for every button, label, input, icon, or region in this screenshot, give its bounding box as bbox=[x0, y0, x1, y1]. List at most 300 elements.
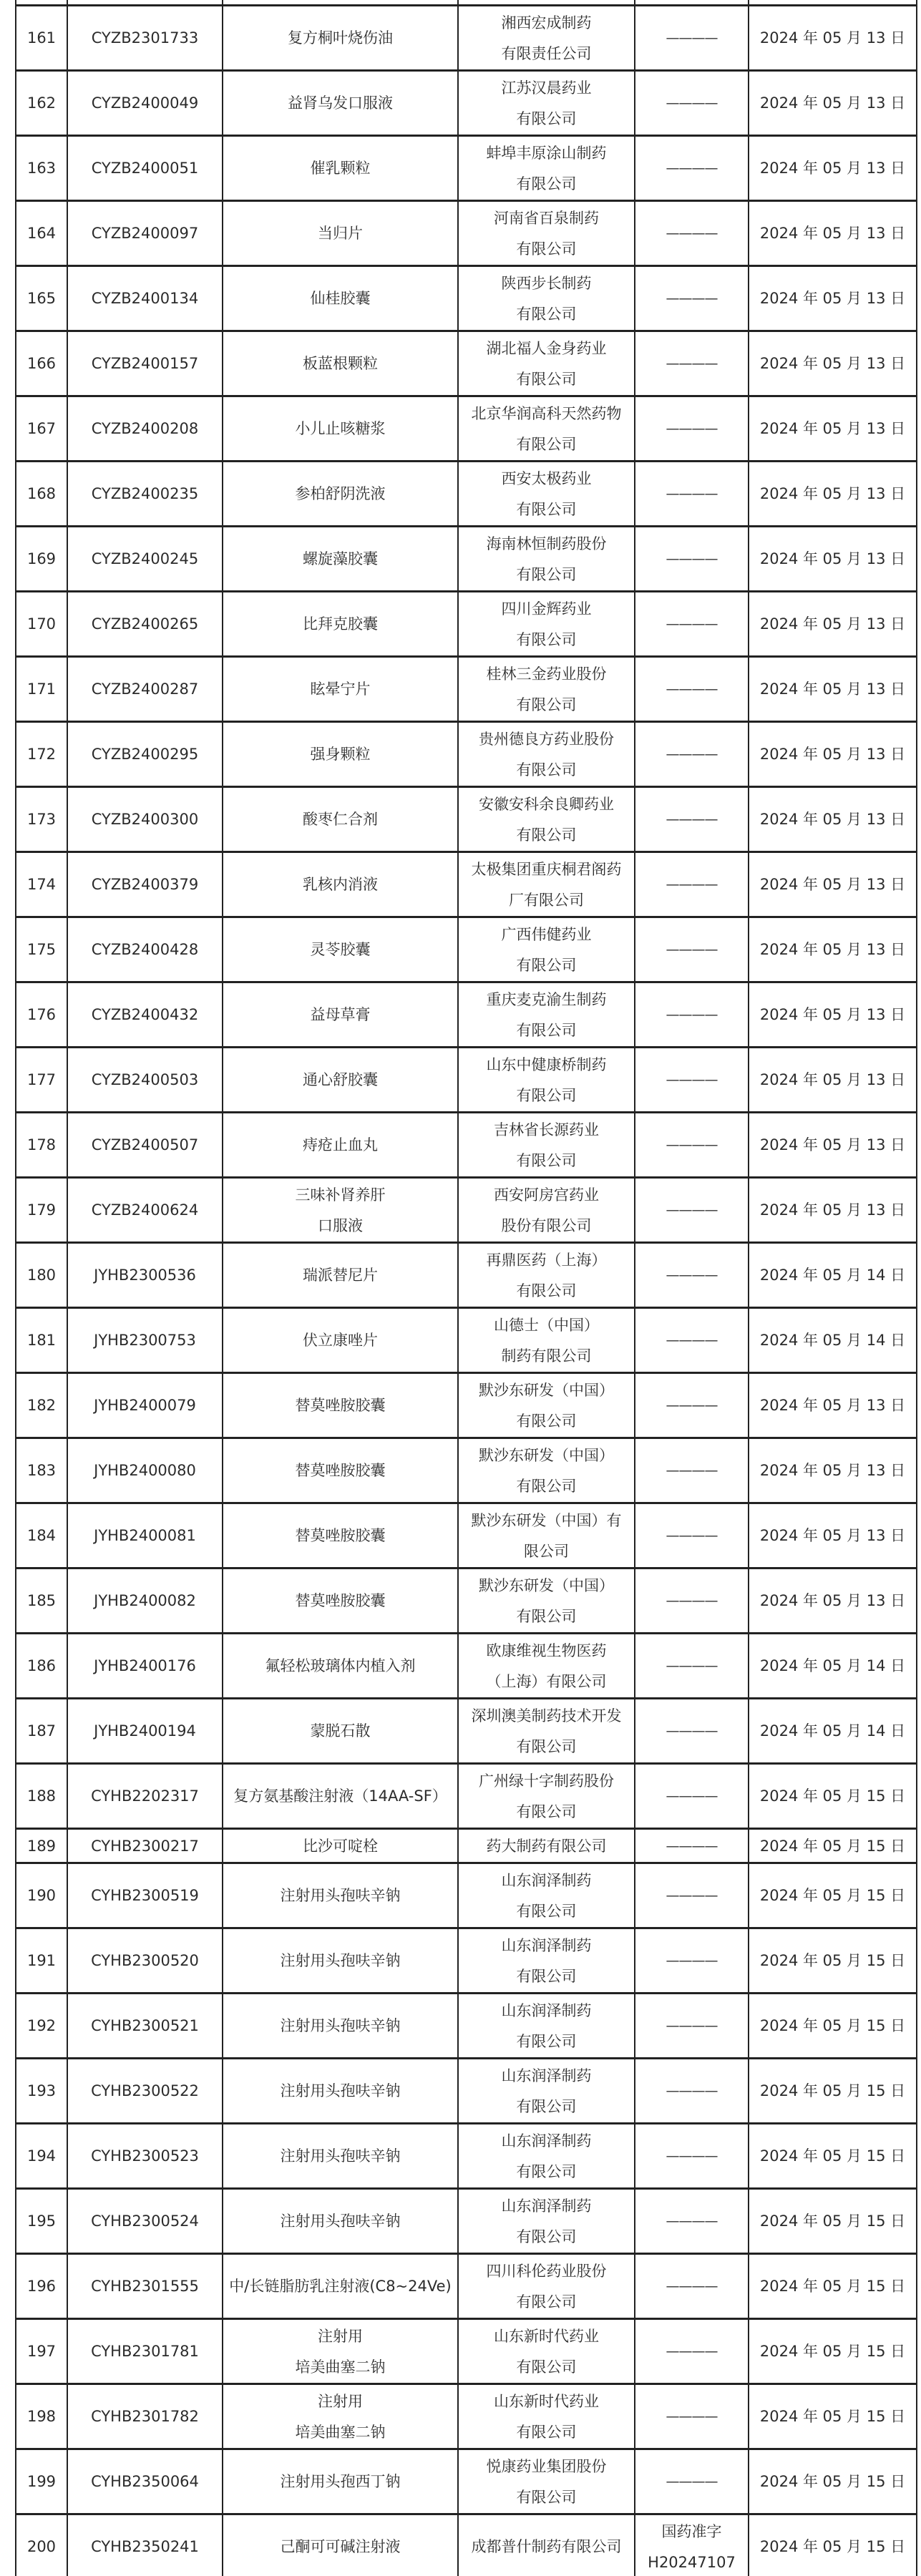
cell-drug-name bbox=[223, 71, 458, 136]
text-line: 2024 年 05 月 13 日 bbox=[759, 876, 906, 893]
cell-date bbox=[749, 852, 917, 917]
cell-drug-name bbox=[223, 462, 458, 527]
dash-placeholder: ———— bbox=[666, 1267, 718, 1283]
previous-row-remnant bbox=[16, 0, 917, 6]
cell-date bbox=[749, 2124, 917, 2189]
text-line: CYZB2400503 bbox=[91, 1071, 199, 1088]
cell-company-name bbox=[458, 1863, 635, 1928]
table-row bbox=[16, 1568, 917, 1634]
text-line: 深圳澳美制药技术开发 bbox=[471, 1707, 622, 1724]
text-line: 有限公司 bbox=[516, 1967, 577, 1985]
text-line: （上海）有限公司 bbox=[486, 1672, 607, 1690]
cell-drug-name bbox=[223, 722, 458, 787]
text-line: 默沙东研发（中国） bbox=[479, 1381, 614, 1399]
text-line: 167 bbox=[26, 420, 57, 437]
cell-date bbox=[749, 1178, 917, 1243]
table-row bbox=[16, 1764, 917, 1829]
text-line: 180 bbox=[26, 1267, 57, 1284]
text-line: 有限公司 bbox=[516, 565, 577, 583]
text-line: 2024 年 05 月 15 日 bbox=[759, 2278, 906, 2295]
text-line: 悦康药业集团股份 bbox=[486, 2457, 607, 2475]
cell-company-name bbox=[458, 852, 635, 917]
cell-empty bbox=[749, 0, 917, 6]
text-line: CYZB2400287 bbox=[91, 680, 199, 698]
text-line: 有限公司 bbox=[516, 2032, 577, 2050]
cell-approval-number bbox=[635, 1829, 749, 1863]
dash-placeholder: ———— bbox=[666, 291, 718, 306]
text-line: 中/长链脂肪乳注射液(C8~24Ve) bbox=[229, 2278, 452, 2295]
text-line: 2024 年 05 月 13 日 bbox=[759, 1462, 906, 1479]
text-line: 益母草膏 bbox=[310, 1006, 371, 1023]
text-line: 当归片 bbox=[318, 225, 363, 242]
cell-row-number bbox=[16, 982, 67, 1048]
cell-drug-name bbox=[223, 1048, 458, 1113]
cell-row-number bbox=[16, 1634, 67, 1699]
text-line: 比拜克胶囊 bbox=[303, 615, 378, 633]
table-row bbox=[16, 592, 917, 657]
cell-acceptance-number bbox=[67, 2254, 223, 2319]
text-line: 限公司 bbox=[524, 1542, 569, 1560]
dash-placeholder: ———— bbox=[666, 1202, 718, 1218]
cell-drug-name bbox=[223, 331, 458, 396]
text-line: CYZB2301733 bbox=[91, 29, 199, 47]
text-line: 培美曲塞二钠 bbox=[295, 2423, 386, 2441]
table-row bbox=[16, 657, 917, 722]
text-line: 有限公司 bbox=[516, 2423, 577, 2441]
text-line: 替莫唑胺胶囊 bbox=[295, 1592, 386, 1609]
cell-drug-name bbox=[223, 6, 458, 71]
cell-approval-number bbox=[635, 2124, 749, 2189]
cell-date bbox=[749, 1863, 917, 1928]
cell-company-name bbox=[458, 136, 635, 201]
text-line: 2024 年 05 月 13 日 bbox=[759, 941, 906, 958]
cell-row-number bbox=[16, 71, 67, 136]
text-line: H20247107 bbox=[648, 2553, 736, 2571]
text-line: 螺旋藻胶囊 bbox=[303, 550, 378, 567]
cell-drug-name bbox=[223, 1994, 458, 2059]
text-line: 己酮可可碱注射液 bbox=[280, 2538, 401, 2555]
cell-approval-number bbox=[635, 2254, 749, 2319]
text-line: 替莫唑胺胶囊 bbox=[295, 1527, 386, 1544]
cell-acceptance-number bbox=[67, 1829, 223, 1863]
text-line: 2024 年 05 月 13 日 bbox=[759, 290, 906, 307]
text-line: CYZB2400624 bbox=[91, 1201, 199, 1219]
cell-drug-name bbox=[223, 1503, 458, 1568]
cell-company-name bbox=[458, 266, 635, 331]
cell-company-name bbox=[458, 1178, 635, 1243]
text-line: CYZB2400097 bbox=[91, 225, 199, 242]
cell-acceptance-number bbox=[67, 982, 223, 1048]
table-row bbox=[16, 462, 917, 527]
text-line: 174 bbox=[26, 876, 57, 893]
dash-placeholder: ———— bbox=[666, 1888, 718, 1903]
cell-date bbox=[749, 1113, 917, 1178]
text-line: 179 bbox=[26, 1201, 57, 1219]
cell-company-name bbox=[458, 657, 635, 722]
cell-date bbox=[749, 331, 917, 396]
text-line: 复方桐叶烧伤油 bbox=[288, 29, 393, 47]
table-row bbox=[16, 1308, 917, 1373]
cell-drug-name bbox=[223, 657, 458, 722]
cell-acceptance-number bbox=[67, 1764, 223, 1829]
cell-date bbox=[749, 722, 917, 787]
cell-empty bbox=[635, 0, 749, 6]
cell-drug-name bbox=[223, 917, 458, 982]
text-line: 注射用头孢呋辛钠 bbox=[280, 2212, 401, 2230]
text-line: 2024 年 05 月 13 日 bbox=[759, 420, 906, 437]
text-line: 177 bbox=[26, 1071, 57, 1088]
dash-placeholder: ———— bbox=[666, 1788, 718, 1804]
text-line: 有限公司 bbox=[516, 109, 577, 127]
text-line: 199 bbox=[26, 2473, 57, 2490]
text-line: 催乳颗粒 bbox=[310, 160, 371, 177]
text-line: 山东润泽制药 bbox=[501, 1936, 592, 1954]
cell-acceptance-number bbox=[67, 2124, 223, 2189]
cell-acceptance-number bbox=[67, 657, 223, 722]
text-line: 有限公司 bbox=[516, 2488, 577, 2506]
cell-row-number bbox=[16, 1243, 67, 1308]
cell-row-number bbox=[16, 1928, 67, 1994]
cell-acceptance-number bbox=[67, 6, 223, 71]
cell-approval-number bbox=[635, 2449, 749, 2514]
text-line: CYHB2300217 bbox=[91, 1837, 199, 1855]
cell-company-name bbox=[458, 1568, 635, 1634]
cell-approval-number bbox=[635, 852, 749, 917]
text-line: 189 bbox=[26, 1837, 57, 1855]
approval-table bbox=[15, 0, 917, 2576]
cell-row-number bbox=[16, 1764, 67, 1829]
text-line: 西安太极药业 bbox=[501, 469, 592, 487]
cell-approval-number bbox=[635, 331, 749, 396]
cell-acceptance-number bbox=[67, 722, 223, 787]
text-line: 161 bbox=[26, 29, 57, 47]
cell-approval-number bbox=[635, 1928, 749, 1994]
cell-acceptance-number bbox=[67, 1928, 223, 1994]
dash-placeholder: ———— bbox=[666, 421, 718, 436]
cell-company-name bbox=[458, 787, 635, 852]
text-line: 2024 年 05 月 13 日 bbox=[759, 485, 906, 502]
text-line: 有限公司 bbox=[516, 500, 577, 518]
cell-row-number bbox=[16, 2449, 67, 2514]
dash-placeholder: ———— bbox=[666, 811, 718, 827]
cell-approval-number bbox=[635, 527, 749, 592]
text-line: JYHB2300536 bbox=[94, 1267, 196, 1284]
text-line: 有限公司 bbox=[516, 1151, 577, 1169]
text-line: 185 bbox=[26, 1592, 57, 1609]
cell-date bbox=[749, 6, 917, 71]
dash-placeholder: ———— bbox=[666, 356, 718, 371]
cell-drug-name bbox=[223, 852, 458, 917]
cell-drug-name bbox=[223, 1243, 458, 1308]
text-line: 2024 年 05 月 15 日 bbox=[759, 2408, 906, 2425]
cell-approval-number bbox=[635, 917, 749, 982]
text-line: 2024 年 05 月 13 日 bbox=[759, 1201, 906, 1219]
cell-approval-number bbox=[635, 71, 749, 136]
cell-date bbox=[749, 1699, 917, 1764]
cell-drug-name bbox=[223, 982, 458, 1048]
text-line: 有限公司 bbox=[516, 2358, 577, 2376]
cell-drug-name bbox=[223, 2319, 458, 2384]
text-line: 有限公司 bbox=[516, 1477, 577, 1495]
table-row bbox=[16, 1634, 917, 1699]
cell-date bbox=[749, 1994, 917, 2059]
cell-row-number bbox=[16, 527, 67, 592]
text-line: JYHB2400194 bbox=[94, 1722, 196, 1740]
cell-date bbox=[749, 2319, 917, 2384]
cell-approval-number bbox=[635, 1308, 749, 1373]
cell-row-number bbox=[16, 2059, 67, 2124]
text-line: 有限公司 bbox=[516, 2293, 577, 2311]
cell-row-number bbox=[16, 852, 67, 917]
cell-approval-number bbox=[635, 1994, 749, 2059]
cell-row-number bbox=[16, 1438, 67, 1503]
table-row bbox=[16, 71, 917, 136]
text-line: 注射用头孢呋辛钠 bbox=[280, 2017, 401, 2034]
cell-drug-name bbox=[223, 1308, 458, 1373]
cell-company-name bbox=[458, 6, 635, 71]
text-line: 2024 年 05 月 15 日 bbox=[759, 1787, 906, 1805]
cell-date bbox=[749, 1503, 917, 1568]
text-line: 广州绿十字制药股份 bbox=[479, 1772, 614, 1790]
cell-empty bbox=[223, 0, 458, 6]
text-line: JYHB2300753 bbox=[94, 1332, 196, 1349]
text-line: 2024 年 05 月 13 日 bbox=[759, 160, 906, 177]
cell-company-name bbox=[458, 2124, 635, 2189]
text-line: 注射用 bbox=[318, 2392, 363, 2410]
text-line: 股份有限公司 bbox=[501, 1216, 592, 1234]
text-line: 196 bbox=[26, 2278, 57, 2295]
table-row bbox=[16, 6, 917, 71]
cell-approval-number bbox=[635, 2189, 749, 2254]
dash-placeholder: ———— bbox=[666, 2213, 718, 2229]
cell-row-number bbox=[16, 1308, 67, 1373]
text-line: 171 bbox=[26, 680, 57, 698]
text-line: 有限公司 bbox=[516, 1607, 577, 1625]
cell-acceptance-number bbox=[67, 201, 223, 266]
text-line: 培美曲塞二钠 bbox=[295, 2358, 386, 2376]
text-line: JYHB2400082 bbox=[94, 1592, 196, 1609]
text-line: 有限公司 bbox=[516, 826, 577, 844]
cell-row-number bbox=[16, 1373, 67, 1438]
cell-row-number bbox=[16, 722, 67, 787]
text-line: 注射用头孢呋辛钠 bbox=[280, 2082, 401, 2099]
table-row bbox=[16, 2124, 917, 2189]
cell-drug-name bbox=[223, 527, 458, 592]
cell-drug-name bbox=[223, 1113, 458, 1178]
dash-placeholder: ———— bbox=[666, 95, 718, 111]
cell-approval-number bbox=[635, 2384, 749, 2449]
text-line: 192 bbox=[26, 2017, 57, 2034]
text-line: 2024 年 05 月 13 日 bbox=[759, 1136, 906, 1153]
table-row bbox=[16, 1113, 917, 1178]
cell-company-name bbox=[458, 1308, 635, 1373]
text-line: 广西伟健药业 bbox=[501, 925, 592, 943]
table-row bbox=[16, 2254, 917, 2319]
cell-company-name bbox=[458, 2059, 635, 2124]
table-row bbox=[16, 852, 917, 917]
text-line: 162 bbox=[26, 94, 57, 112]
cell-drug-name bbox=[223, 2124, 458, 2189]
table-row bbox=[16, 331, 917, 396]
text-line: 183 bbox=[26, 1462, 57, 1479]
text-line: CYHB2350241 bbox=[91, 2538, 199, 2555]
text-line: 默沙东研发（中国） bbox=[479, 1446, 614, 1464]
cell-date bbox=[749, 1243, 917, 1308]
text-line: 山东新时代药业 bbox=[494, 2392, 599, 2410]
cell-company-name bbox=[458, 396, 635, 462]
cell-approval-number bbox=[635, 787, 749, 852]
table-row bbox=[16, 1373, 917, 1438]
text-line: 替莫唑胺胶囊 bbox=[295, 1397, 386, 1414]
text-line: 氟轻松玻璃体内植入剂 bbox=[265, 1657, 416, 1674]
cell-company-name bbox=[458, 1438, 635, 1503]
cell-approval-number bbox=[635, 2059, 749, 2124]
text-line: 益肾乌发口服液 bbox=[288, 94, 393, 112]
text-line: 海南林恒制药股份 bbox=[486, 535, 607, 552]
dash-placeholder: ———— bbox=[666, 877, 718, 892]
table-row bbox=[16, 2384, 917, 2449]
dash-placeholder: ———— bbox=[666, 746, 718, 762]
cell-acceptance-number bbox=[67, 527, 223, 592]
text-line: 厂有限公司 bbox=[509, 891, 584, 909]
cell-drug-name bbox=[223, 266, 458, 331]
text-line: 2024 年 05 月 14 日 bbox=[759, 1657, 906, 1674]
cell-approval-number bbox=[635, 1373, 749, 1438]
cell-acceptance-number bbox=[67, 1113, 223, 1178]
text-line: 2024 年 05 月 15 日 bbox=[759, 2538, 906, 2555]
cell-date bbox=[749, 2384, 917, 2449]
text-line: 有限公司 bbox=[516, 2097, 577, 2115]
cell-date bbox=[749, 136, 917, 201]
text-line: CYHB2300519 bbox=[91, 1887, 199, 1904]
table-row bbox=[16, 1829, 917, 1863]
cell-date bbox=[749, 1829, 917, 1863]
text-line: CYHB2300521 bbox=[91, 2017, 199, 2034]
text-line: 175 bbox=[26, 941, 57, 958]
cell-row-number bbox=[16, 1568, 67, 1634]
text-line: 有限公司 bbox=[516, 1412, 577, 1430]
text-line: 2024 年 05 月 14 日 bbox=[759, 1267, 906, 1284]
cell-date bbox=[749, 2059, 917, 2124]
cell-row-number bbox=[16, 462, 67, 527]
cell-company-name bbox=[458, 527, 635, 592]
text-line: CYZB2400300 bbox=[91, 811, 199, 828]
text-line: 眩晕宁片 bbox=[310, 680, 371, 698]
text-line: 重庆麦克渝生制药 bbox=[486, 990, 607, 1008]
cell-row-number bbox=[16, 2254, 67, 2319]
cell-row-number bbox=[16, 1113, 67, 1178]
text-line: 有限公司 bbox=[516, 2228, 577, 2245]
cell-drug-name bbox=[223, 1863, 458, 1928]
text-line: 陕西步长制药 bbox=[501, 274, 592, 292]
text-line: 198 bbox=[26, 2408, 57, 2425]
cell-acceptance-number bbox=[67, 1308, 223, 1373]
text-line: 三味补肾养肝 bbox=[295, 1186, 386, 1204]
table-row bbox=[16, 2449, 917, 2514]
text-line: CYHB2300522 bbox=[91, 2082, 199, 2099]
cell-drug-name bbox=[223, 1764, 458, 1829]
text-line: 2024 年 05 月 13 日 bbox=[759, 1071, 906, 1088]
cell-approval-number bbox=[635, 1048, 749, 1113]
dash-placeholder: ———— bbox=[666, 1072, 718, 1088]
text-line: 山德士（中国） bbox=[494, 1316, 599, 1334]
cell-approval-number bbox=[635, 136, 749, 201]
text-line: 注射用头孢呋辛钠 bbox=[280, 1952, 401, 1969]
text-line: 桂林三金药业股份 bbox=[486, 665, 607, 683]
text-line: 默沙东研发（中国） bbox=[479, 1576, 614, 1594]
text-line: 替莫唑胺胶囊 bbox=[295, 1462, 386, 1479]
cell-company-name bbox=[458, 2189, 635, 2254]
dash-placeholder: ———— bbox=[666, 1007, 718, 1023]
dash-placeholder: ———— bbox=[666, 1658, 718, 1674]
cell-row-number bbox=[16, 1178, 67, 1243]
cell-acceptance-number bbox=[67, 1994, 223, 2059]
text-line: 169 bbox=[26, 550, 57, 567]
text-line: 有限公司 bbox=[516, 696, 577, 713]
text-line: 2024 年 05 月 13 日 bbox=[759, 1527, 906, 1544]
text-line: 2024 年 05 月 13 日 bbox=[759, 355, 906, 372]
cell-date bbox=[749, 787, 917, 852]
dash-placeholder: ———— bbox=[666, 1593, 718, 1609]
text-line: 小儿止咳糖浆 bbox=[295, 420, 386, 437]
text-line: CYHB2300520 bbox=[91, 1952, 199, 1969]
table-row bbox=[16, 136, 917, 201]
text-line: 山东润泽制药 bbox=[501, 1871, 592, 1889]
text-line: 184 bbox=[26, 1527, 57, 1544]
dash-placeholder: ———— bbox=[666, 1463, 718, 1478]
text-line: 有限公司 bbox=[516, 761, 577, 779]
dash-placeholder: ———— bbox=[666, 1332, 718, 1348]
text-line: 西安阿房宫药业 bbox=[494, 1186, 599, 1204]
text-line: 比沙可啶栓 bbox=[303, 1837, 378, 1855]
table-row bbox=[16, 1928, 917, 1994]
text-line: CYZB2400265 bbox=[91, 615, 199, 633]
text-line: CYHB2202317 bbox=[91, 1787, 199, 1805]
table-row bbox=[16, 396, 917, 462]
text-line: 有限公司 bbox=[516, 240, 577, 258]
cell-acceptance-number bbox=[67, 71, 223, 136]
dash-placeholder: ———— bbox=[666, 2018, 718, 2034]
cell-acceptance-number bbox=[67, 2514, 223, 2576]
cell-date bbox=[749, 266, 917, 331]
dash-placeholder: ———— bbox=[666, 1838, 718, 1854]
text-line: 成都普什制药有限公司 bbox=[471, 2538, 622, 2555]
text-line: 河南省百泉制药 bbox=[494, 209, 599, 227]
text-line: 2024 年 05 月 13 日 bbox=[759, 1006, 906, 1023]
cell-company-name bbox=[458, 201, 635, 266]
cell-acceptance-number bbox=[67, 1178, 223, 1243]
dash-placeholder: ———— bbox=[666, 2278, 718, 2294]
cell-approval-number bbox=[635, 1113, 749, 1178]
dash-placeholder: ———— bbox=[666, 1528, 718, 1543]
cell-date bbox=[749, 1764, 917, 1829]
dash-placeholder: ———— bbox=[666, 1723, 718, 1739]
cell-approval-number bbox=[635, 1438, 749, 1503]
table-row bbox=[16, 266, 917, 331]
text-line: 2024 年 05 月 13 日 bbox=[759, 29, 906, 47]
cell-row-number bbox=[16, 2384, 67, 2449]
text-line: 酸枣仁合剂 bbox=[303, 811, 378, 828]
cell-date bbox=[749, 917, 917, 982]
text-line: 湘西宏成制药 bbox=[501, 14, 592, 31]
cell-empty bbox=[458, 0, 635, 6]
table-row bbox=[16, 787, 917, 852]
table-row bbox=[16, 2514, 917, 2576]
table-row bbox=[16, 527, 917, 592]
text-line: JYHB2400080 bbox=[94, 1462, 196, 1479]
dash-placeholder: ———— bbox=[666, 616, 718, 632]
text-line: CYZB2400507 bbox=[91, 1136, 199, 1153]
